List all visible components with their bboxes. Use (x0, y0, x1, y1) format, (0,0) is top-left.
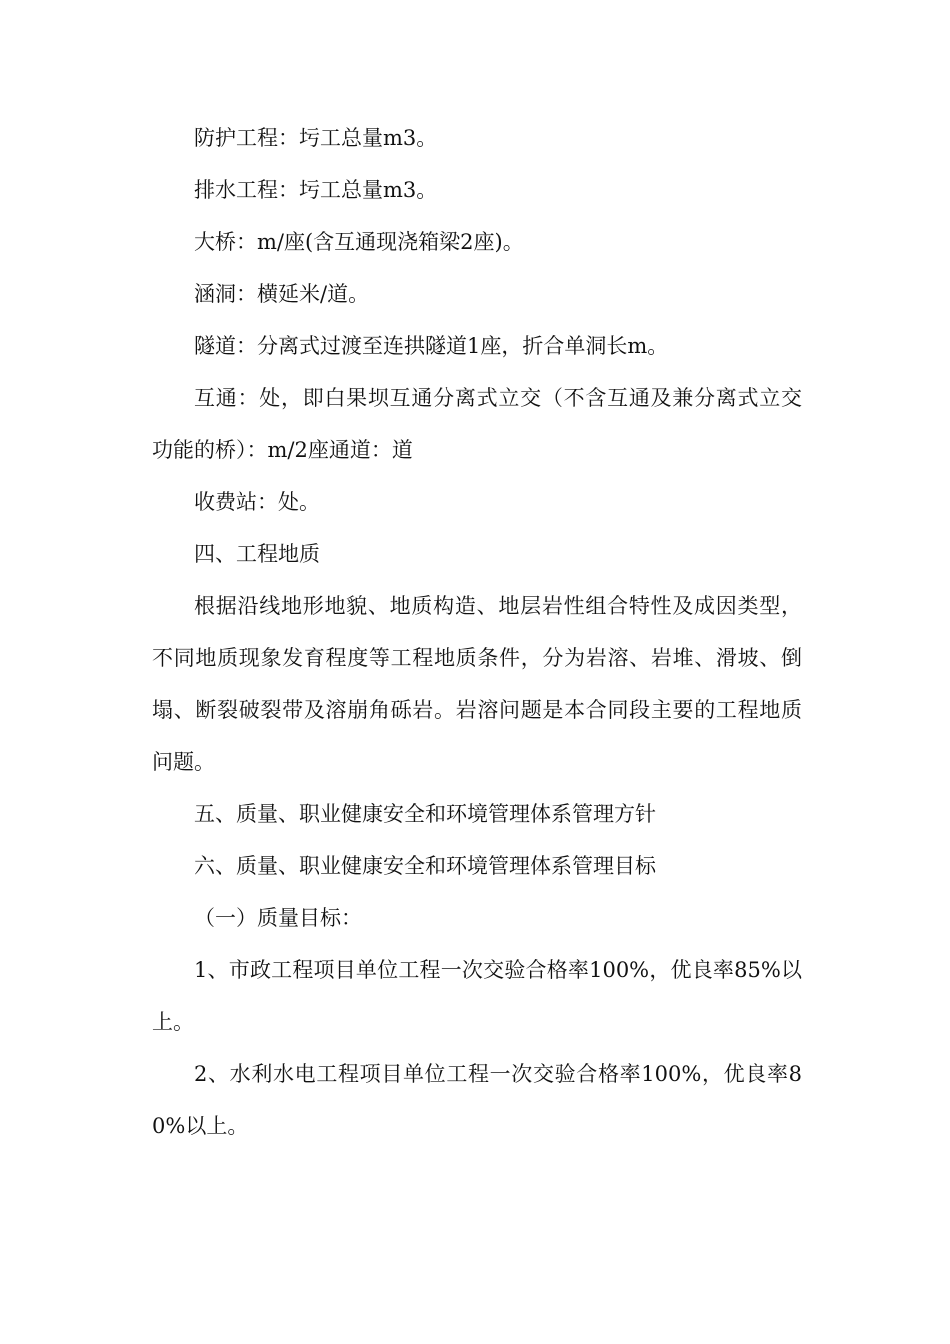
document-body (152, 112, 802, 1152)
paragraph-culvert: 涵洞：横延米/道。 (194, 282, 370, 306)
paragraph-geology: 根据沿线地形地貌、地质构造、地层岩性组合特性及成因类型，不同地质现象发育程度等工程地质条件，分为岩溶、岩堆、滑坡、倒塌、断裂破裂带及溶崩角砾岩。岩溶问题是本合同段主要的工程地质问题。 (152, 594, 802, 774)
paragraph-interchange: 互通：处，即白果坝互通分离式立交（不含互通及兼分离式立交功能的桥）：m/2座通道：道 (152, 386, 802, 462)
section-heading-policy: 五、质量、职业健康安全和环境管理体系管理方针 (194, 802, 656, 826)
paragraph-tunnel: 隧道：分离式过渡至连拱隧道1座，折合单洞长m。 (194, 334, 669, 358)
paragraph-bridge: 大桥：m/座(含互通现浇箱梁2座)。 (194, 230, 524, 254)
subsection-heading-quality-objectives: （一）质量目标： (194, 906, 362, 930)
paragraph-protection-works: 防护工程：圬工总量m3。 (194, 126, 438, 150)
section-heading-geology: 四、工程地质 (194, 542, 320, 566)
paragraph-drainage-works: 排水工程：圬工总量m3。 (194, 178, 438, 202)
paragraph-toll-station: 收费站：处。 (194, 490, 320, 514)
section-heading-objectives: 六、质量、职业健康安全和环境管理体系管理目标 (194, 854, 656, 878)
list-item-municipal-works: 1、市政工程项目单位工程一次交验合格率100%，优良率85%以上。 (152, 958, 802, 1034)
list-item-water-conservancy-works: 2、水利水电工程项目单位工程一次交验合格率100%，优良率80%以上。 (152, 1062, 802, 1138)
